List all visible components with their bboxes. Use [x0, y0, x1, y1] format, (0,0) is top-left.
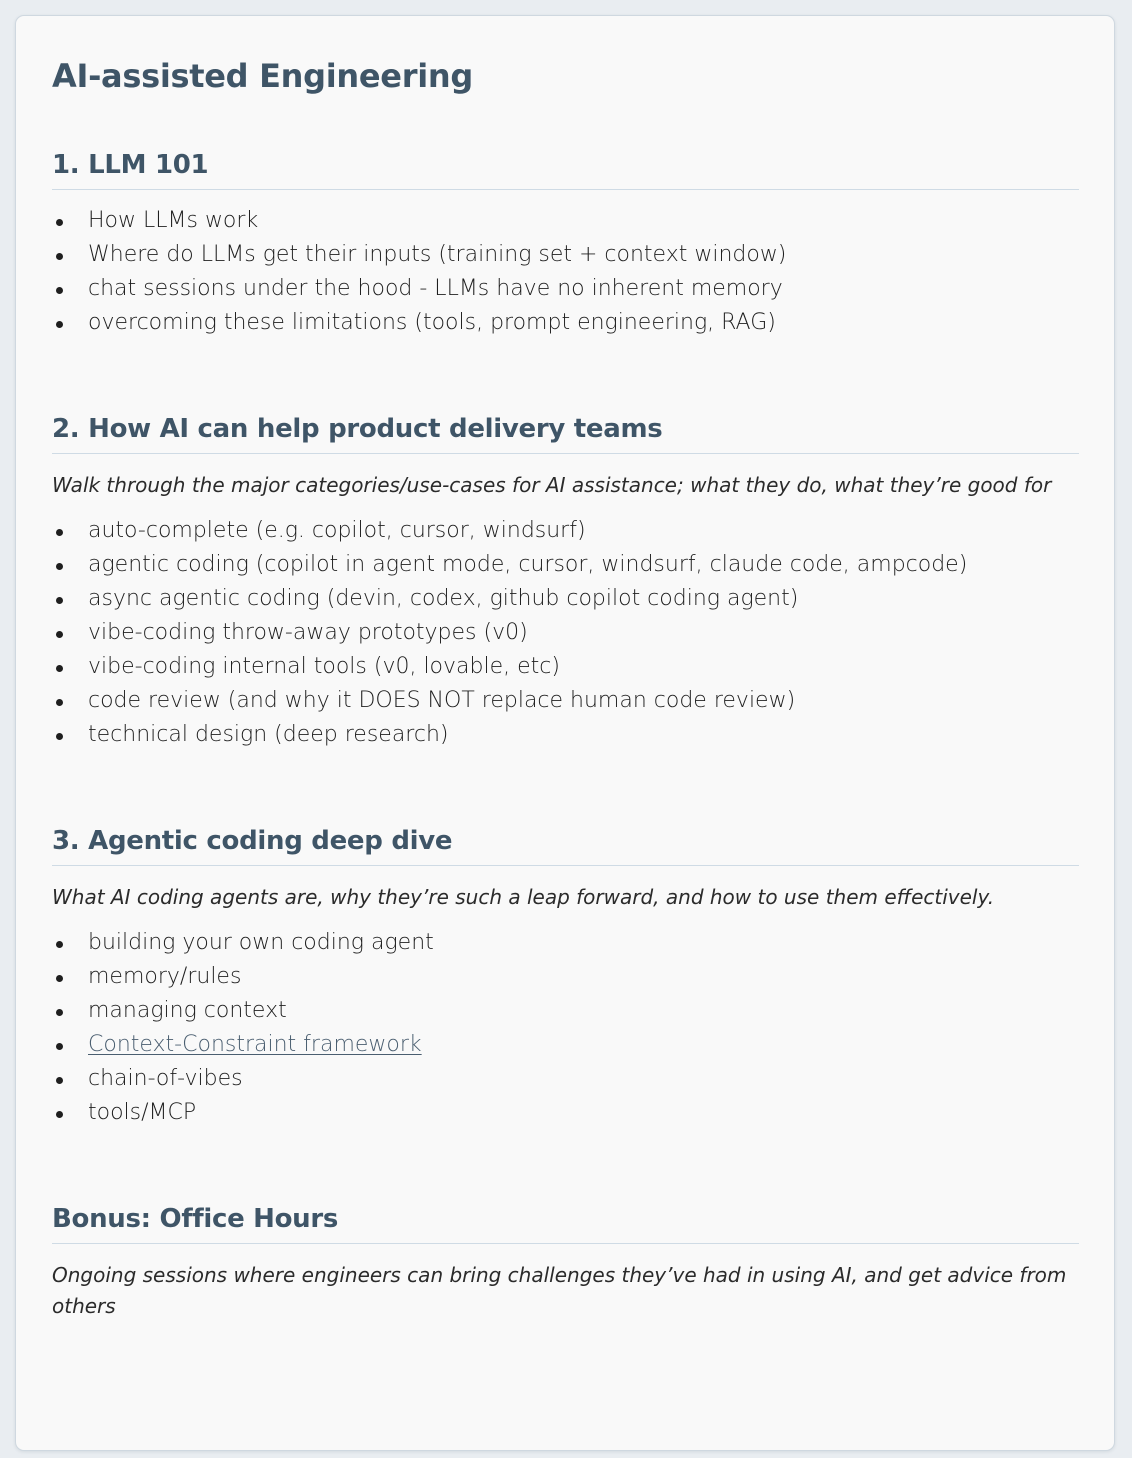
section-heading: 1. LLM 101 — [52, 148, 1079, 190]
section-heading: Bonus: Office Hours — [52, 1202, 1079, 1244]
page-title: AI-assisted Engineering — [52, 57, 473, 95]
list-item: How LLMs work — [52, 204, 1079, 238]
bullet-list — [52, 926, 1079, 1130]
section-office-hours — [52, 1202, 1079, 1322]
list-item: tools/MCP — [52, 1096, 1079, 1130]
list-item: Where do LLMs get their inputs (training set + context window) — [52, 238, 1079, 272]
section-description: Walk through the major categories/use-cases for AI assistance; what they do, what they’re good for — [52, 473, 1052, 497]
list-item: auto-complete (e.g. copilot, cursor, windsurf) — [52, 514, 1079, 548]
list-item-link — [52, 1028, 1079, 1062]
section-description: Ongoing sessions where engineers can bring challenges they’ve had in using AI, and get advice from others — [52, 1263, 1067, 1318]
document-card — [15, 15, 1115, 1451]
section-heading: 3. Agentic coding deep dive — [52, 824, 1079, 866]
section-agentic-coding — [52, 824, 1079, 1130]
section-ai-help-teams — [52, 412, 1079, 752]
list-item: overcoming these limitations (tools, prompt engineering, RAG) — [52, 306, 1079, 340]
list-item: code review (and why it DOES NOT replace human code review) — [52, 684, 1079, 718]
list-item: technical design (deep research) — [52, 718, 1079, 752]
list-item: managing context — [52, 994, 1079, 1028]
list-item: chain-of-vibes — [52, 1062, 1079, 1096]
context-constraint-link[interactable]: Context-Constraint framework — [88, 1032, 422, 1057]
section-heading: 2. How AI can help product delivery teams — [52, 412, 1079, 454]
list-item: agentic coding (copilot in agent mode, cursor, windsurf, claude code, ampcode) — [52, 548, 1079, 582]
list-item: chat sessions under the hood - LLMs have no inherent memory — [52, 272, 1079, 306]
section-description: What AI coding agents are, why they’re such a leap forward, and how to use them effectively. — [52, 885, 995, 909]
bullet-list — [52, 204, 1079, 340]
list-item: building your own coding agent — [52, 926, 1079, 960]
section-llm-101 — [52, 148, 1079, 340]
bullet-list — [52, 514, 1079, 752]
list-item: vibe-coding internal tools (v0, lovable, etc) — [52, 650, 1079, 684]
list-item: async agentic coding (devin, codex, github copilot coding agent) — [52, 582, 1079, 616]
list-item: memory/rules — [52, 960, 1079, 994]
list-item: vibe-coding throw-away prototypes (v0) — [52, 616, 1079, 650]
